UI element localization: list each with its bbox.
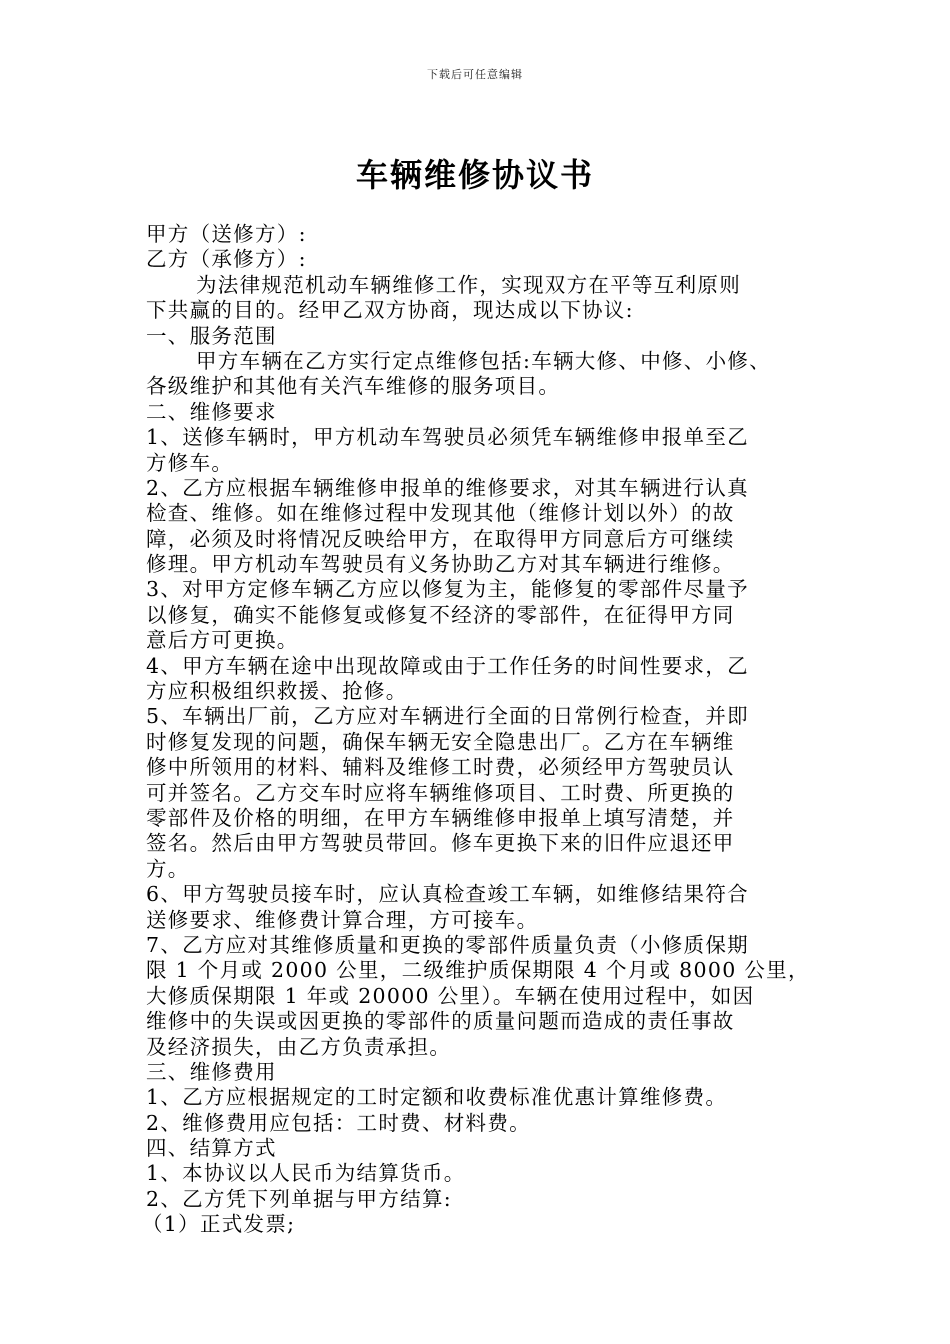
page-header-note: 下载后可任意编辑 [427,68,523,81]
body-line: 时修复发现的问题，确保车辆无安全隐患出厂。乙方在车辆维 [146,729,735,754]
body-line: （1）正式发票; [142,1212,296,1237]
body-line: 二、维修要求 [146,399,277,424]
body-line: 送修要求、维修费计算合理，方可接车。 [146,907,539,932]
body-line: 方应积极组织救援、抢修。 [146,679,408,704]
document-body [142,222,818,1238]
body-line: 2、乙方应根据车辆维修申报单的维修要求，对其车辆进行认真 [146,475,749,500]
body-line: 各级维护和其他有关汽车维修的服务项目。 [146,374,561,399]
body-line: 修中所领用的材料、辅料及维修工时费，必须经甲方驾驶员认 [146,755,735,780]
body-line: 4、甲方车辆在途中出现故障或由于工作任务的时间性要求，乙 [146,653,749,678]
body-line: 6、甲方驾驶员接车时，应认真检查竣工车辆，如维修结果符合 [146,882,749,907]
body-line: 2、乙方凭下列单据与甲方结算: [146,1186,452,1211]
body-line: 意后方可更换。 [146,628,299,653]
body-line: 为法律规范机动车辆维修工作，实现双方在平等互利原则 [196,272,741,297]
body-line: 维修中的失误或因更换的零部件的质量问题而造成的责任事故 [146,1009,735,1034]
body-line: 检查、维修。如在维修过程中发现其他（维修计划以外）的故 [146,501,735,526]
body-line: 障，必须及时将情况反映给甲方，在取得甲方同意后方可继续 [146,526,735,551]
body-line: 方修车。 [146,450,234,475]
body-line: 大修质保期限 1 年或 20000 公里）。车辆在使用过程中，如因 [146,983,755,1008]
body-line: 3、对甲方定修车辆乙方应以修复为主，能修复的零部件尽量予 [146,577,749,602]
body-line: 1、本协议以人民币为结算货币。 [146,1161,466,1186]
document-title: 车辆维修协议书 [355,156,594,194]
body-line: 修理。甲方机动车驾驶员有义务协助乙方对其车辆进行维修。 [146,552,735,577]
body-line: 1、乙方应根据规定的工时定额和收费标准优惠计算维修费。 [146,1085,728,1110]
body-line: 1、送修车辆时，甲方机动车驾驶员必须凭车辆维修申报单至乙 [146,425,749,450]
body-line: 一、服务范围 [146,323,277,348]
body-line: 甲方车辆在乙方实行定点维修包括:车辆大修、中修、小修、 [196,348,772,373]
body-line: 2、维修费用应包括：工时费、材料费。 [146,1110,531,1135]
body-line: 四、结算方式 [146,1136,277,1161]
body-line: 下共赢的目的。经甲乙双方协商，现达成以下协议: [146,298,634,323]
body-line: 7、乙方应对其维修质量和更换的零部件质量负责（小修质保期 [146,932,749,957]
body-line: 乙方（承修方）: [146,247,307,272]
body-line: 方。 [146,856,190,881]
body-line: 甲方（送修方）: [146,222,307,246]
body-line: 三、维修费用 [146,1059,277,1084]
body-line: 可并签名。乙方交车时应将车辆维修项目、工时费、所更换的 [146,780,735,805]
body-line: 及经济损失，由乙方负责承担。 [146,1034,452,1059]
body-line: 限 1 个月或 2000 公里，二级维护质保期限 4 个月或 8000 公里， [146,958,810,983]
body-line: 签名。然后由甲方驾驶员带回。修车更换下来的旧件应退还甲 [146,831,735,856]
body-line: 零部件及价格的明细，在甲方车辆维修申报单上填写清楚，并 [146,805,735,830]
body-line: 5、车辆出厂前，乙方应对车辆进行全面的日常例行检查，并即 [146,704,749,729]
body-line: 以修复，确实不能修复或修复不经济的零部件，在征得甲方同 [146,602,735,627]
